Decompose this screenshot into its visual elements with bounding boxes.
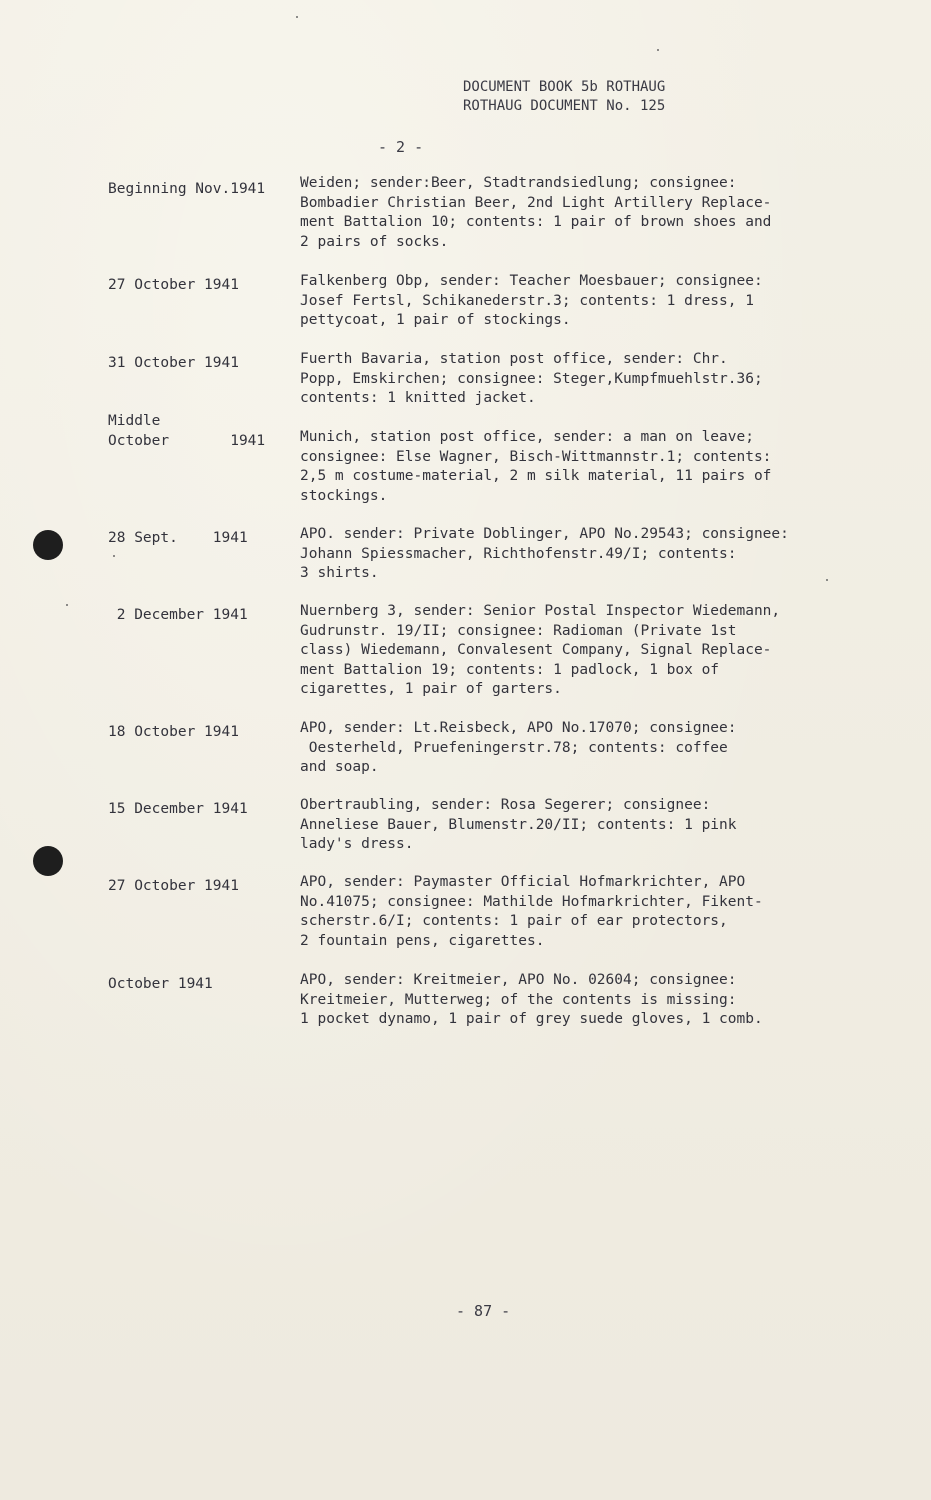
paper-speck (826, 579, 828, 581)
entry-date: 31 October 1941 (108, 355, 239, 371)
paper-speck (296, 16, 298, 18)
entry-description: APO. sender: Private Doblinger, APO No.29543; consignee: Johann Spiessmacher, Richthofenstr.49/I; contents: 3 shirts. (300, 526, 789, 581)
entry-date: 2 December 1941 (108, 607, 248, 623)
entry-date: 18 October 1941 (108, 724, 239, 740)
entry-description: Nuernberg 3, sender: Senior Postal Inspector Wiedemann, Gudrunstr. 19/II; consignee: Radioman (Private 1st class) Wiedemann, Convalesent Company, Signal Replace- ment Battalion 19; contents: 1 padlock, 1 box of cigarettes, 1 pair of garters. (300, 603, 781, 697)
paper-speck (657, 49, 659, 51)
entry-date: 27 October 1941 (108, 277, 239, 293)
entry-date: 15 December 1941 (108, 801, 248, 817)
header-line-2: ROTHAUG DOCUMENT No. 125 (463, 98, 666, 114)
entry-description: Weiden; sender:Beer, Stadtrandsiedlung; consignee: Bombadier Christian Beer, 2nd Light Artillery Replace- ment Battalion 10; contents: 1 pair of brown shoes and 2 pairs of socks. (300, 175, 772, 250)
document-header (463, 78, 665, 116)
entry-date: Beginning Nov.1941 (108, 181, 266, 197)
entry-description: Obertraubling, sender: Rosa Segerer; consignee: Anneliese Bauer, Blumenstr.20/II; contents: 1 pink lady's dress. (300, 797, 737, 852)
paper-speck (66, 604, 68, 606)
entry-description: Fuerth Bavaria, station post office, sender: Chr. Popp, Emskirchen; consignee: Steger,Kumpfmuehlstr.36; contents: 1 knitted jacket. (300, 351, 763, 406)
paper-speck (113, 555, 115, 557)
entry-description: APO, sender: Kreitmeier, APO No. 02604; consignee: Kreitmeier, Mutterweg; of the contents is missing: 1 pocket dynamo, 1 pair of grey suede gloves, 1 comb. (300, 972, 763, 1027)
entry-description: APO, sender: Paymaster Official Hofmarkrichter, APO No.41075; consignee: Mathilde Hofmarkrichter, Fikent- scherstr.6/I; contents: 1 pair of ear protectors, 2 fountain pens, cigarettes. (300, 874, 763, 949)
page-number-footer: - 87 - (456, 1302, 511, 1320)
entry-date: October 1941 (108, 976, 213, 992)
entry-date: 27 October 1941 (108, 878, 239, 894)
entry-description: Munich, station post office, sender: a man on leave; consignee: Else Wagner, Bisch-Wittmannstr.1; contents: 2,5 m costume-material, 2 m silk material, 11 pairs of stockings. (300, 429, 772, 504)
header-line-1: DOCUMENT BOOK 5b ROTHAUG (463, 79, 666, 95)
entry-description: Falkenberg Obp, sender: Teacher Moesbauer; consignee: Josef Fertsl, Schikanederstr.3; contents: 1 dress, 1 pettycoat, 1 pair of stockings. (300, 273, 763, 328)
punch-hole (33, 846, 63, 876)
page-marker: - 2 - (378, 138, 424, 156)
entry-date: Middle October 1941 (108, 413, 266, 449)
entry-description: APO, sender: Lt.Reisbeck, APO No.17070; consignee: Oesterheld, Pruefeningerstr.78; contents: coffee and soap. (300, 720, 737, 775)
punch-hole (33, 530, 63, 560)
entry-date: 28 Sept. 1941 (108, 530, 248, 546)
